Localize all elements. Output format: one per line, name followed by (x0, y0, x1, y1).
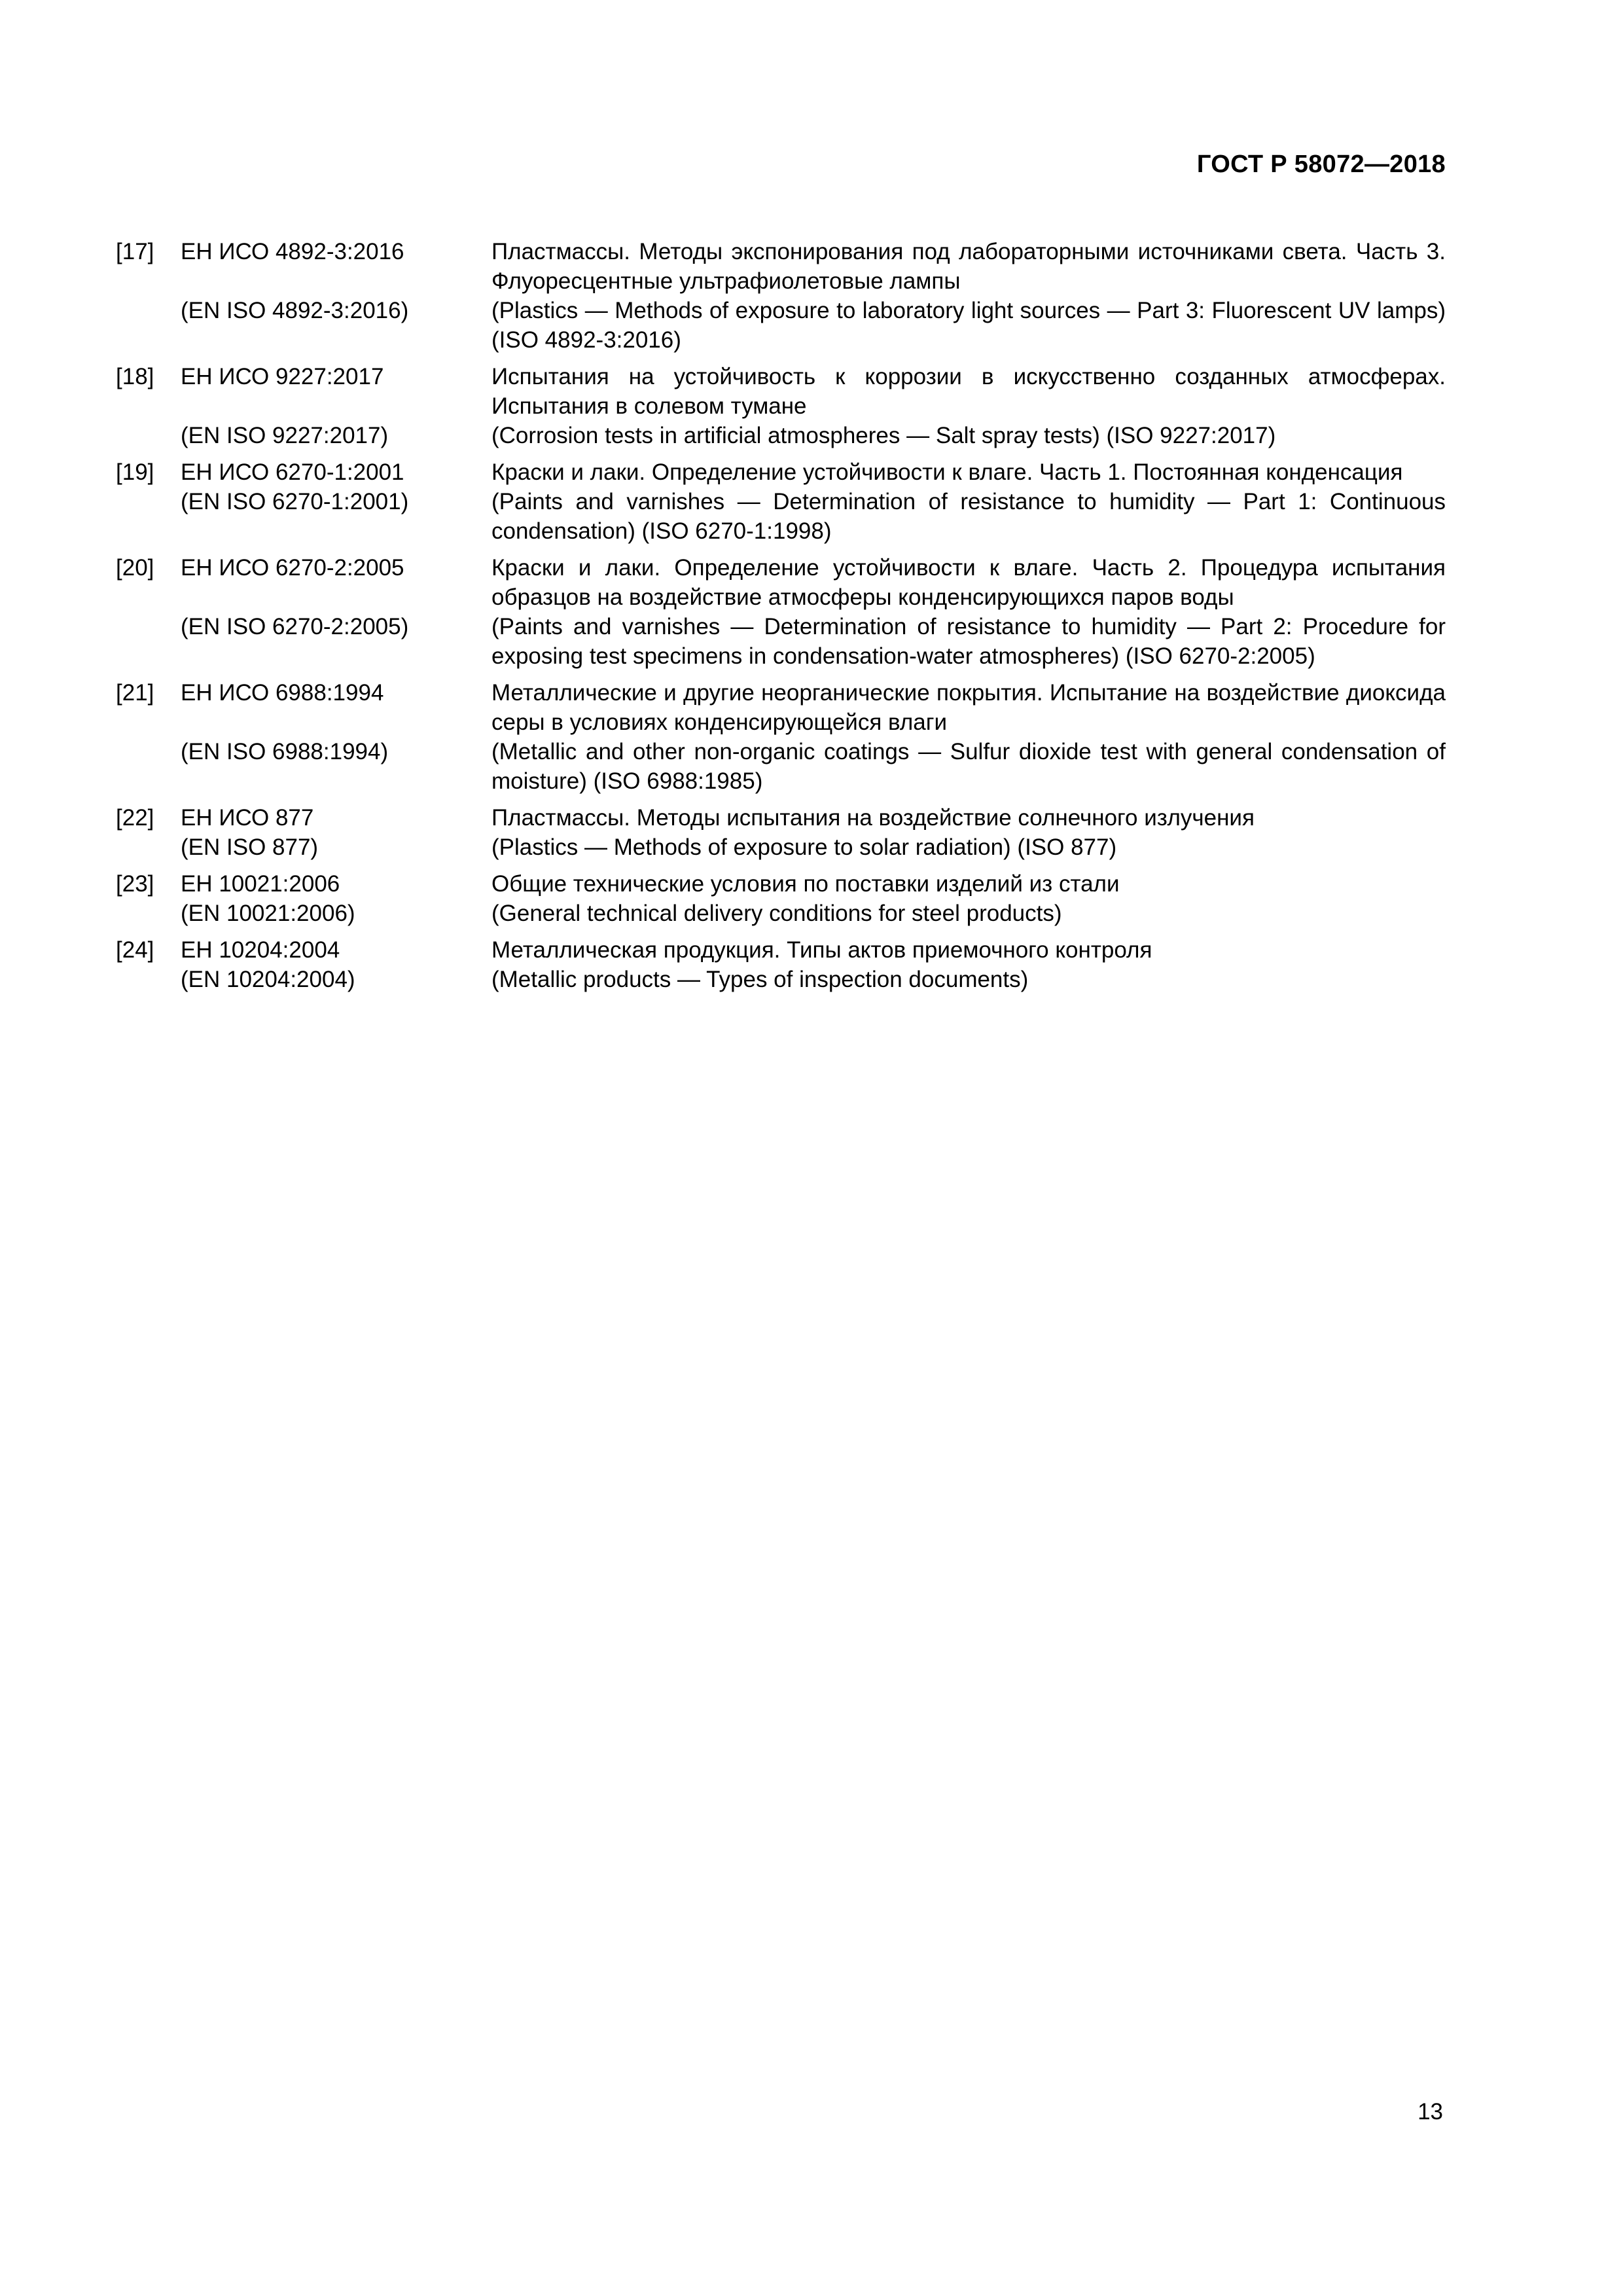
reference-number: [24] (116, 937, 154, 963)
reference-title-ru: Общие технические условия по поставки изделий из стали (491, 871, 1120, 897)
reference-code-ru: ЕН ИСО 6270-1:2001 (181, 459, 404, 485)
reference-title-en: (Paints and varnishes — Determination of resistance to humidity — Part 1: Continuous condensation) (ISO 6270-1:1998) (491, 489, 1446, 544)
reference-title-en: (Corrosion tests in artificial atmospheres — Salt spray tests) (ISO 9227:2017) (491, 423, 1276, 448)
reference-title-ru: Металлические и другие неорганические покрытия. Испытание на воздействие диоксида серы в условиях конденсирующейся влаги (491, 680, 1446, 735)
reference-code-en: (EN ISO 4892-3:2016) (181, 298, 409, 323)
page-number: 13 (1418, 2099, 1443, 2125)
bibliography-list (116, 237, 1446, 1001)
reference-code-en: (EN ISO 6988:1994) (181, 739, 389, 764)
reference-entry (116, 457, 1446, 546)
reference-title-en: (Plastics — Methods of exposure to solar radiation) (ISO 877) (491, 834, 1117, 860)
reference-entry (116, 869, 1446, 928)
reference-entry (116, 678, 1446, 796)
reference-code-en: (EN ISO 6270-2:2005) (181, 614, 409, 639)
reference-title-en: (Plastics — Methods of exposure to laboratory light sources — Part 3: Fluorescent UV lamps) (ISO 4892-3:2016) (491, 298, 1446, 353)
reference-code-ru: ЕН ИСО 877 (181, 805, 314, 831)
reference-code-en: (EN 10021:2006) (181, 901, 355, 926)
reference-title-ru: Испытания на устойчивость к коррозии в искусственно созданных атмосферах. Испытания в солевом тумане (491, 364, 1446, 419)
reference-title-en: (Paints and varnishes — Determination of resistance to humidity — Part 2: Procedure for exposing test specimens in condensation-water atmospheres) (ISO 6270-2:2005) (491, 614, 1446, 669)
reference-number: [20] (116, 555, 154, 581)
reference-number: [18] (116, 364, 154, 389)
reference-entry (116, 237, 1446, 355)
reference-code-en: (EN ISO 6270-1:2001) (181, 489, 409, 514)
reference-entry (116, 935, 1446, 994)
document-id: ГОСТ Р 58072—2018 (1196, 151, 1446, 178)
reference-title-ru: Пластмассы. Методы испытания на воздействие солнечного излучения (491, 805, 1255, 831)
reference-number: [19] (116, 459, 154, 485)
reference-title-ru: Краски и лаки. Определение устойчивости к влаге. Часть 1. Постоянная конденсация (491, 459, 1403, 485)
reference-title-en: (General technical delivery conditions for steel products) (491, 901, 1062, 926)
reference-code-ru: ЕН ИСО 6270-2:2005 (181, 555, 404, 581)
reference-code-ru: ЕН ИСО 6988:1994 (181, 680, 384, 706)
reference-code-en: (EN ISO 9227:2017) (181, 423, 389, 448)
reference-code-ru: ЕН ИСО 4892-3:2016 (181, 239, 404, 264)
reference-entry (116, 362, 1446, 450)
reference-code-ru: ЕН ИСО 9227:2017 (181, 364, 384, 389)
reference-code-ru: ЕН 10204:2004 (181, 937, 340, 963)
reference-code-en: (EN ISO 877) (181, 834, 319, 860)
reference-code-en: (EN 10204:2004) (181, 967, 355, 992)
reference-entry (116, 803, 1446, 862)
reference-entry (116, 553, 1446, 671)
reference-number: [23] (116, 871, 154, 897)
reference-code-ru: ЕН 10021:2006 (181, 871, 340, 897)
reference-title-ru: Пластмассы. Методы экспонирования под лабораторными источниками света. Часть 3. Флуоресцентные ультрафиолетовые лампы (491, 239, 1446, 294)
reference-title-en: (Metallic and other non-organic coatings — Sulfur dioxide test with general condensation of moisture) (ISO 6988:1985) (491, 739, 1446, 794)
reference-title-en: (Metallic products — Types of inspection documents) (491, 967, 1029, 992)
reference-number: [22] (116, 805, 154, 831)
reference-number: [21] (116, 680, 154, 706)
reference-title-ru: Краски и лаки. Определение устойчивости к влаге. Часть 2. Процедура испытания образцов на воздействие атмосферы конденсирующихся паров воды (491, 555, 1446, 610)
reference-title-ru: Металлическая продукция. Типы актов приемочного контроля (491, 937, 1152, 963)
reference-number: [17] (116, 239, 154, 264)
